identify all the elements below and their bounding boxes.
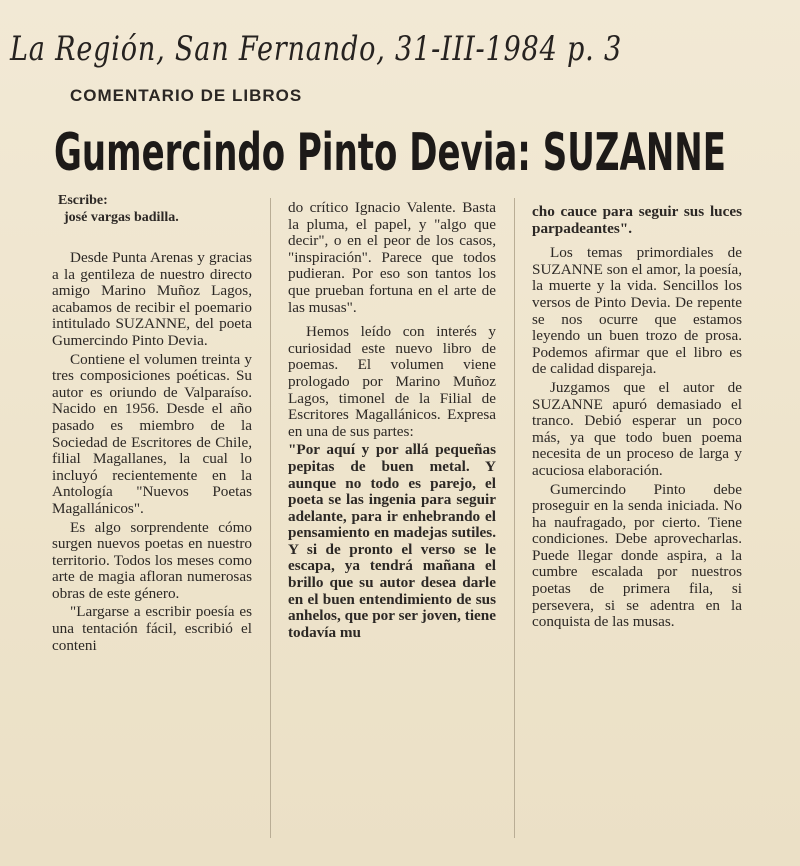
handwritten-annotation — [8, 10, 628, 80]
paragraph: Hemos leído con interés y curiosidad este nuevo libro de poemas. El volumen viene prologado por Marino Muñoz Lagos, timonel de la Filial de Escritores Magallánicos. Expresa en una de sus partes: — [288, 323, 496, 440]
paragraph: do crítico Ignacio Valente. Basta la pluma, el papel, y "algo que decir", o en el peor de los casos, "inspiración". Parece que todos pudieran. Por eso son tantos los que prueban fortuna en el arte de las musas". — [288, 199, 496, 316]
article-column-2 — [288, 200, 496, 641]
paragraph: Juzgamos que el autor de SUZANNE apuró demasiado el tranco. Debió esperar un poco más, ya que todo buen poema necesita de un proceso de larga y acuciosa elaboración. — [532, 378, 742, 479]
quoted-passage: cho cauce para seguir sus luces parpadeantes". — [532, 203, 742, 237]
quoted-passage: "Por aquí y por allá pequeñas pepitas de buen metal. Y aunque no todo es parejo, el poeta se las ingenia para seguir adelante, para ir enhebrando el pensamiento en madejas sutiles. Y si de pronto el verso se le escapa, ya tendrá mañana el brillo que su autor desea darle en el buen entendimiento de sus anhelos, que por ser joven, tiene todavía mu — [288, 441, 496, 641]
paragraph: Gumercindo Pinto debe proseguir en la senda iniciada. No ha naufragado, por cierto. Tiene condiciones. Debe aprovecharlas. Puede llegar donde aspira, a la cumbre escalada por nuestros poetas de primera fila, si persevera, si se adentra en la conquista de las musas. — [532, 480, 742, 631]
byline-prefix: Escribe: — [58, 193, 108, 208]
column-divider — [270, 198, 271, 838]
section-label: COMENTARIO DE LIBROS — [70, 86, 303, 105]
paragraph: "Largarse a escribir poesía es una tentación fácil, escribió el conteni — [52, 603, 252, 654]
article-column-1 — [52, 192, 252, 654]
byline-author: josé vargas badilla. — [64, 210, 179, 225]
paragraph: Es algo sorprendente cómo surgen nuevos poetas en nuestro territorio. Todos los meses como arte de magia afloran numerosas obras de este género. — [52, 518, 252, 602]
paragraph: Contiene el volumen treinta y tres composiciones poéticas. Su autor es oriundo de Valparaíso. Nacido en 1956. Desde el año pasado es miembro de la Sociedad de Escritores de Chile, filial Magallanes, la cual lo incluyó recientemente en la Antología "Nuevos Poetas Magallánicos". — [52, 350, 252, 517]
paragraph: Los temas primordiales de SUZANNE son el amor, la poesía, la muerte y la vida. Sencillos los versos de Pinto Devia. De repente se nos ocurre que estamos leyendo un buen trozo de prosa. Podemos afirmar que el libro es de calidad dispareja. — [532, 244, 742, 378]
handwritten-source-note: La Región, San Fernando, 31-III-1984 p. 3 — [9, 29, 622, 69]
paragraph: Desde Punta Arenas y gracias a la gentileza de nuestro directo amigo Marino Muñoz Lagos, acabamos de recibir el poemario intitulado SUZANNE, del poeta Gumercindo Pinto Devia. — [52, 249, 252, 349]
article-column-3 — [532, 204, 742, 631]
headline — [52, 112, 752, 188]
article-title: Gumercindo Pinto Devia: SUZANNE — [54, 123, 726, 183]
byline — [58, 192, 252, 226]
column-divider — [514, 198, 515, 838]
